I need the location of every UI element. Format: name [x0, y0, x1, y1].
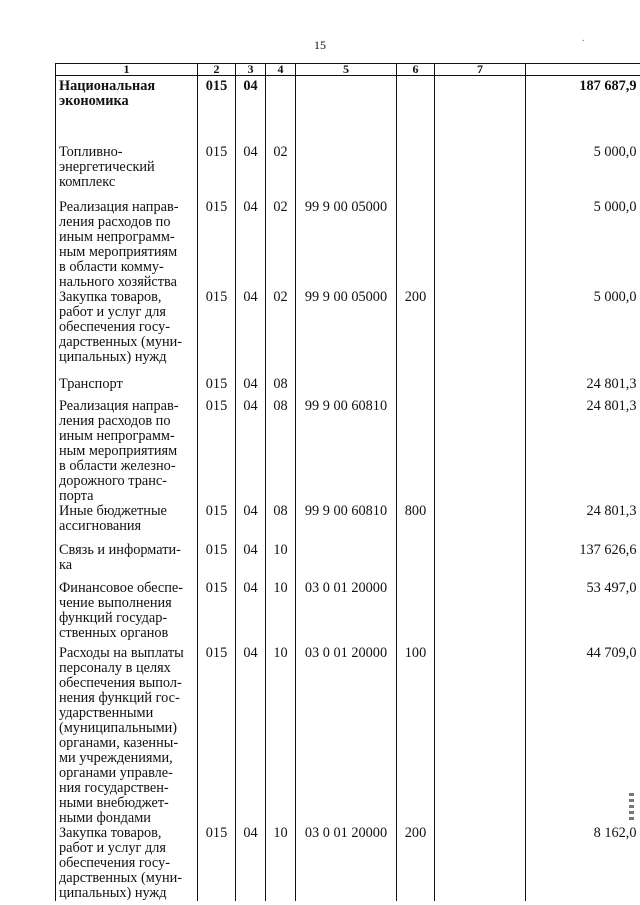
- header-col-8: [526, 64, 640, 76]
- cell-col-5: [296, 145, 397, 200]
- cell-col-4: 08: [266, 504, 296, 543]
- cell-col-4: 10: [266, 543, 296, 581]
- table-header-row: [56, 64, 640, 76]
- table-row: [56, 543, 640, 581]
- cell-col-2: 015: [198, 76, 236, 146]
- cell-col-5: 03 0 01 20000: [296, 581, 397, 646]
- header-col-2: 2: [198, 64, 236, 76]
- cell-col-5: 99 9 00 05000: [296, 200, 397, 290]
- cell-col-7: [435, 290, 526, 377]
- cell-col-3: 04: [236, 504, 266, 543]
- cell-col-6: [397, 200, 435, 290]
- row-label: Иные бюджетные ассигнования: [59, 503, 167, 534]
- cell-amount: 24 801,3: [526, 377, 640, 399]
- row-label: Закупка товаров, работ и услуг для обеспечения госу- дарственных (муни- ципальных) нужд: [59, 825, 183, 901]
- row-name: [56, 399, 198, 504]
- cell-col-3: 04: [236, 377, 266, 399]
- row-label: Расходы на выплаты персоналу в целях обеспечения выпол- нения функций гос- ударственными (муниципальными) органами, казенны- ми учреждениями, органами управле- ния государствен- ными внебюджет- ными фондами: [59, 645, 184, 826]
- cell-col-4: 02: [266, 200, 296, 290]
- table-row: [56, 646, 640, 826]
- cell-col-7: [435, 826, 526, 901]
- cell-col-4: 02: [266, 145, 296, 200]
- cell-col-7: [435, 145, 526, 200]
- cell-col-5: 03 0 01 20000: [296, 826, 397, 901]
- cell-col-5: [296, 377, 397, 399]
- row-name: [56, 646, 198, 826]
- cell-col-5: 03 0 01 20000: [296, 646, 397, 826]
- table-row: [56, 377, 640, 399]
- cell-col-3: 04: [236, 200, 266, 290]
- cell-col-3: 04: [236, 581, 266, 646]
- cell-amount: 137 626,6: [526, 543, 640, 581]
- cell-col-4: [266, 76, 296, 146]
- cell-col-4: 10: [266, 826, 296, 901]
- row-name: [56, 377, 198, 399]
- cell-col-2: 015: [198, 826, 236, 901]
- cell-col-5: [296, 543, 397, 581]
- cell-col-3: 04: [236, 826, 266, 901]
- row-label: Топливно- энергетический комплекс: [59, 144, 155, 190]
- header-col-7: 7: [435, 64, 526, 76]
- row-name: [56, 290, 198, 377]
- cell-col-5: 99 9 00 05000: [296, 290, 397, 377]
- cell-col-3: 04: [236, 543, 266, 581]
- cell-col-2: 015: [198, 399, 236, 504]
- cell-amount: 5 000,0: [526, 200, 640, 290]
- cell-col-2: 015: [198, 377, 236, 399]
- row-name: [56, 76, 198, 146]
- cell-col-4: 10: [266, 646, 296, 826]
- cell-col-5: [296, 76, 397, 146]
- cell-col-3: 04: [236, 145, 266, 200]
- row-label: Национальная экономика: [59, 78, 156, 109]
- table-row: [56, 399, 640, 504]
- row-label: Реализация направ- ления расходов по иным непрограмм- ным мероприятиям в области железно- дорожного транс- порта: [59, 398, 179, 504]
- header-col-3: 3: [236, 64, 266, 76]
- cell-amount: 53 497,0: [526, 581, 640, 646]
- cell-amount: 24 801,3: [526, 504, 640, 543]
- cell-col-6: 200: [397, 290, 435, 377]
- row-label: Закупка товаров, работ и услуг для обеспечения госу- дарственных (муни- ципальных) нужд: [59, 289, 183, 365]
- cell-col-5: 99 9 00 60810: [296, 399, 397, 504]
- cell-col-7: [435, 646, 526, 826]
- row-name: [56, 504, 198, 543]
- table-row: [56, 200, 640, 290]
- table-row: [56, 290, 640, 377]
- cell-col-6: 200: [397, 826, 435, 901]
- row-name: [56, 145, 198, 200]
- page-number: 15: [314, 38, 326, 52]
- cell-col-6: [397, 543, 435, 581]
- row-name: [56, 826, 198, 901]
- cell-col-2: 015: [198, 290, 236, 377]
- cell-col-2: 015: [198, 504, 236, 543]
- table-row: [56, 504, 640, 543]
- cell-col-2: 015: [198, 646, 236, 826]
- cell-col-7: [435, 76, 526, 146]
- cell-col-3: 04: [236, 290, 266, 377]
- row-label: Реализация направ- ления расходов по иным непрограмм- ным мероприятиям в области комму- нального хозяйства: [59, 199, 179, 290]
- cell-amount: 8 162,0: [526, 826, 640, 901]
- cell-amount: 5 000,0: [526, 145, 640, 200]
- row-label: Связь и информати- ка: [59, 542, 181, 573]
- cell-col-7: [435, 543, 526, 581]
- cell-col-7: [435, 504, 526, 543]
- cell-col-6: [397, 145, 435, 200]
- cell-col-3: 04: [236, 76, 266, 146]
- cell-col-6: [397, 76, 435, 146]
- header-col-6: 6: [397, 64, 435, 76]
- table-row: [56, 826, 640, 901]
- cell-col-7: [435, 581, 526, 646]
- cell-col-6: 100: [397, 646, 435, 826]
- table-body: [56, 76, 640, 902]
- cell-col-6: 800: [397, 504, 435, 543]
- cell-col-2: 015: [198, 200, 236, 290]
- table-row: [56, 76, 640, 146]
- cell-col-5: 99 9 00 60810: [296, 504, 397, 543]
- table-row: [56, 145, 640, 200]
- header-col-5: 5: [296, 64, 397, 76]
- row-label: Финансовое обеспе- чение выполнения функций государ- ственных органов: [59, 580, 184, 641]
- cell-amount: 44 709,0: [526, 646, 640, 826]
- row-name: [56, 543, 198, 581]
- corner-mark: .: [582, 33, 585, 44]
- cell-amount: 24 801,3: [526, 399, 640, 504]
- cell-col-3: 04: [236, 399, 266, 504]
- header-col-1: 1: [56, 64, 198, 76]
- cell-col-2: 015: [198, 581, 236, 646]
- cell-amount: 187 687,9: [526, 76, 640, 146]
- cell-col-6: [397, 399, 435, 504]
- cell-col-4: 02: [266, 290, 296, 377]
- cell-col-2: 015: [198, 543, 236, 581]
- budget-table: [55, 63, 640, 901]
- cell-col-3: 04: [236, 646, 266, 826]
- cell-amount: 5 000,0: [526, 290, 640, 377]
- cell-col-4: 10: [266, 581, 296, 646]
- row-name: [56, 581, 198, 646]
- row-label: Транспорт: [59, 376, 123, 392]
- cell-col-6: [397, 581, 435, 646]
- cell-col-6: [397, 377, 435, 399]
- cell-col-7: [435, 377, 526, 399]
- cell-col-7: [435, 399, 526, 504]
- cell-col-4: 08: [266, 377, 296, 399]
- cell-col-4: 08: [266, 399, 296, 504]
- table-row: [56, 581, 640, 646]
- cell-col-7: [435, 200, 526, 290]
- cell-col-2: 015: [198, 145, 236, 200]
- row-name: [56, 200, 198, 290]
- header-col-4: 4: [266, 64, 296, 76]
